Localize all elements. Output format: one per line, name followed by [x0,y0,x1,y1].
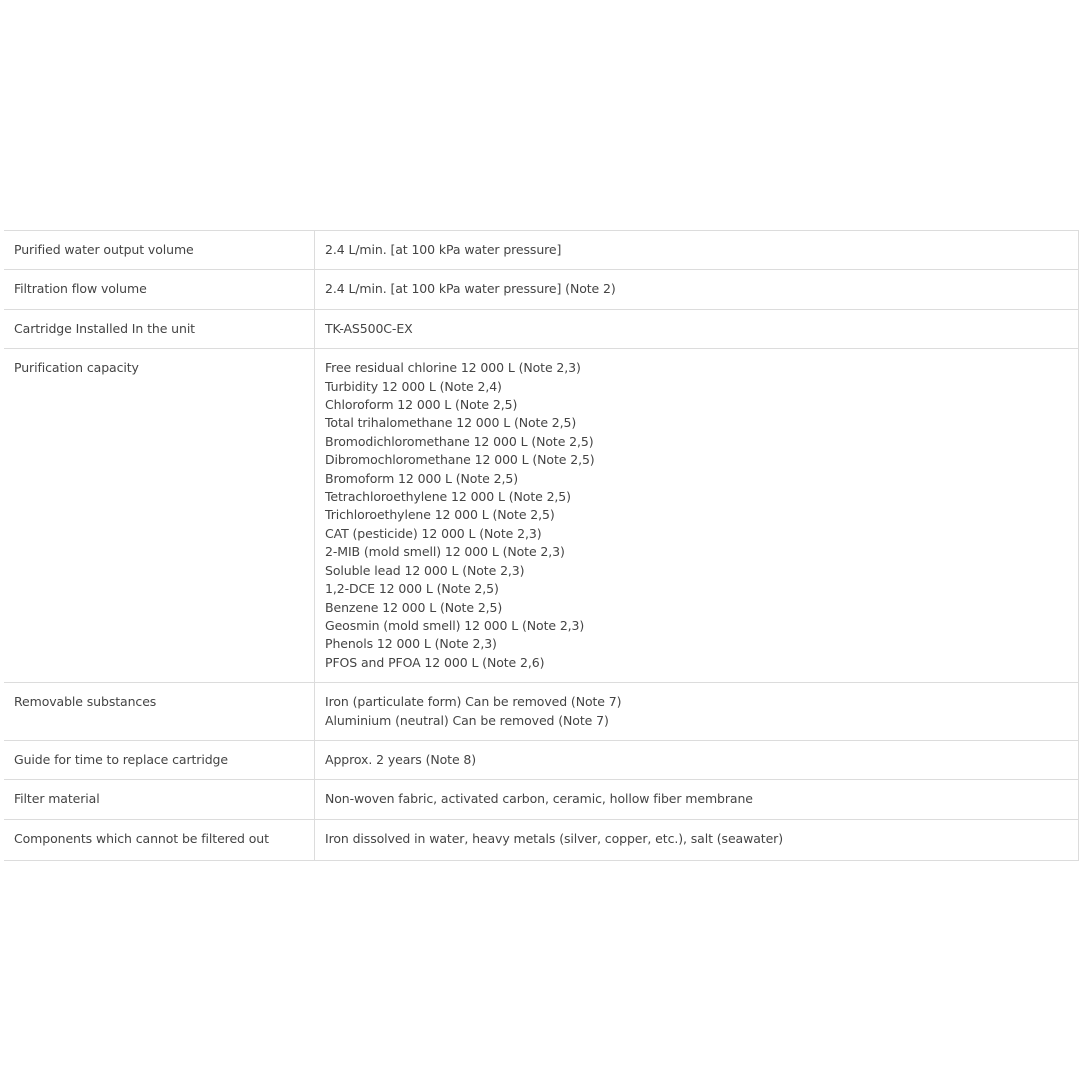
spec-label: Filtration flow volume [4,270,315,309]
table-row [4,819,1079,860]
table-row [4,349,1079,683]
spec-value-line: Soluble lead 12 000 L (Note 2,3) [325,562,525,578]
spec-value-line: 1,2-DCE 12 000 L (Note 2,5) [325,581,499,597]
spec-value-line: Phenols 12 000 L (Note 2,3) [325,636,497,652]
table-row [4,270,1079,309]
spec-value-line: Non-woven fabric, activated carbon, ceramic, hollow fiber membrane [325,791,753,807]
spec-value-line: Tetrachloroethylene 12 000 L (Note 2,5) [325,489,571,505]
spec-value-line: Benzene 12 000 L (Note 2,5) [325,599,503,615]
spec-label: Purification capacity [4,349,315,683]
table-row [4,683,1079,741]
spec-value-line: Bromoform 12 000 L (Note 2,5) [325,470,518,486]
spec-label: Cartridge Installed In the unit [4,309,315,348]
spec-value-line: 2-MIB (mold smell) 12 000 L (Note 2,3) [325,544,565,560]
spec-label: Components which cannot be filtered out [4,819,315,860]
table-row [4,309,1079,348]
spec-value-line: 2.4 L/min. [at 100 kPa water pressure] [325,242,562,257]
spec-value [315,231,1079,270]
spec-value [315,309,1079,348]
spec-label: Filter material [4,780,315,819]
spec-value-line: CAT (pesticide) 12 000 L (Note 2,3) [325,525,542,541]
spec-value [315,270,1079,309]
spec-value [315,683,1079,741]
table-row [4,231,1079,270]
spec-value [315,819,1079,860]
spec-value-line: Iron dissolved in water, heavy metals (silver, copper, etc.), salt (seawater) [325,830,783,846]
spec-value-line: Trichloroethylene 12 000 L (Note 2,5) [325,507,555,523]
spec-value-line: Bromodichloromethane 12 000 L (Note 2,5) [325,433,594,449]
table-row [4,740,1079,779]
spec-value-line: Iron (particulate form) Can be removed (Note 7) [325,694,622,710]
spec-value-line: Chloroform 12 000 L (Note 2,5) [325,397,518,413]
spec-label: Purified water output volume [4,231,315,270]
spec-value-line: Aluminium (neutral) Can be removed (Note 7) [325,712,609,728]
specifications-table-body [4,231,1079,861]
spec-value [315,780,1079,819]
spec-value-line: 2.4 L/min. [at 100 kPa water pressure] (Note 2) [325,281,616,297]
spec-value-line: Free residual chlorine 12 000 L (Note 2,3) [325,360,581,376]
spec-label: Guide for time to replace cartridge [4,740,315,779]
table-row [4,780,1079,819]
spec-value [315,740,1079,779]
specifications-table [4,230,1079,861]
spec-value-line: Turbidity 12 000 L (Note 2,4) [325,378,502,394]
spec-value [315,349,1079,683]
spec-value-line: PFOS and PFOA 12 000 L (Note 2,6) [325,654,545,670]
spec-label: Removable substances [4,683,315,741]
spec-value-line: Dibromochloromethane 12 000 L (Note 2,5) [325,452,595,468]
spec-value-line: TK-AS500C-EX [325,320,413,336]
spec-value-line: Geosmin (mold smell) 12 000 L (Note 2,3) [325,617,585,633]
spec-value-line: Approx. 2 years (Note 8) [325,751,477,767]
spec-value-line: Total trihalomethane 12 000 L (Note 2,5) [325,415,577,431]
